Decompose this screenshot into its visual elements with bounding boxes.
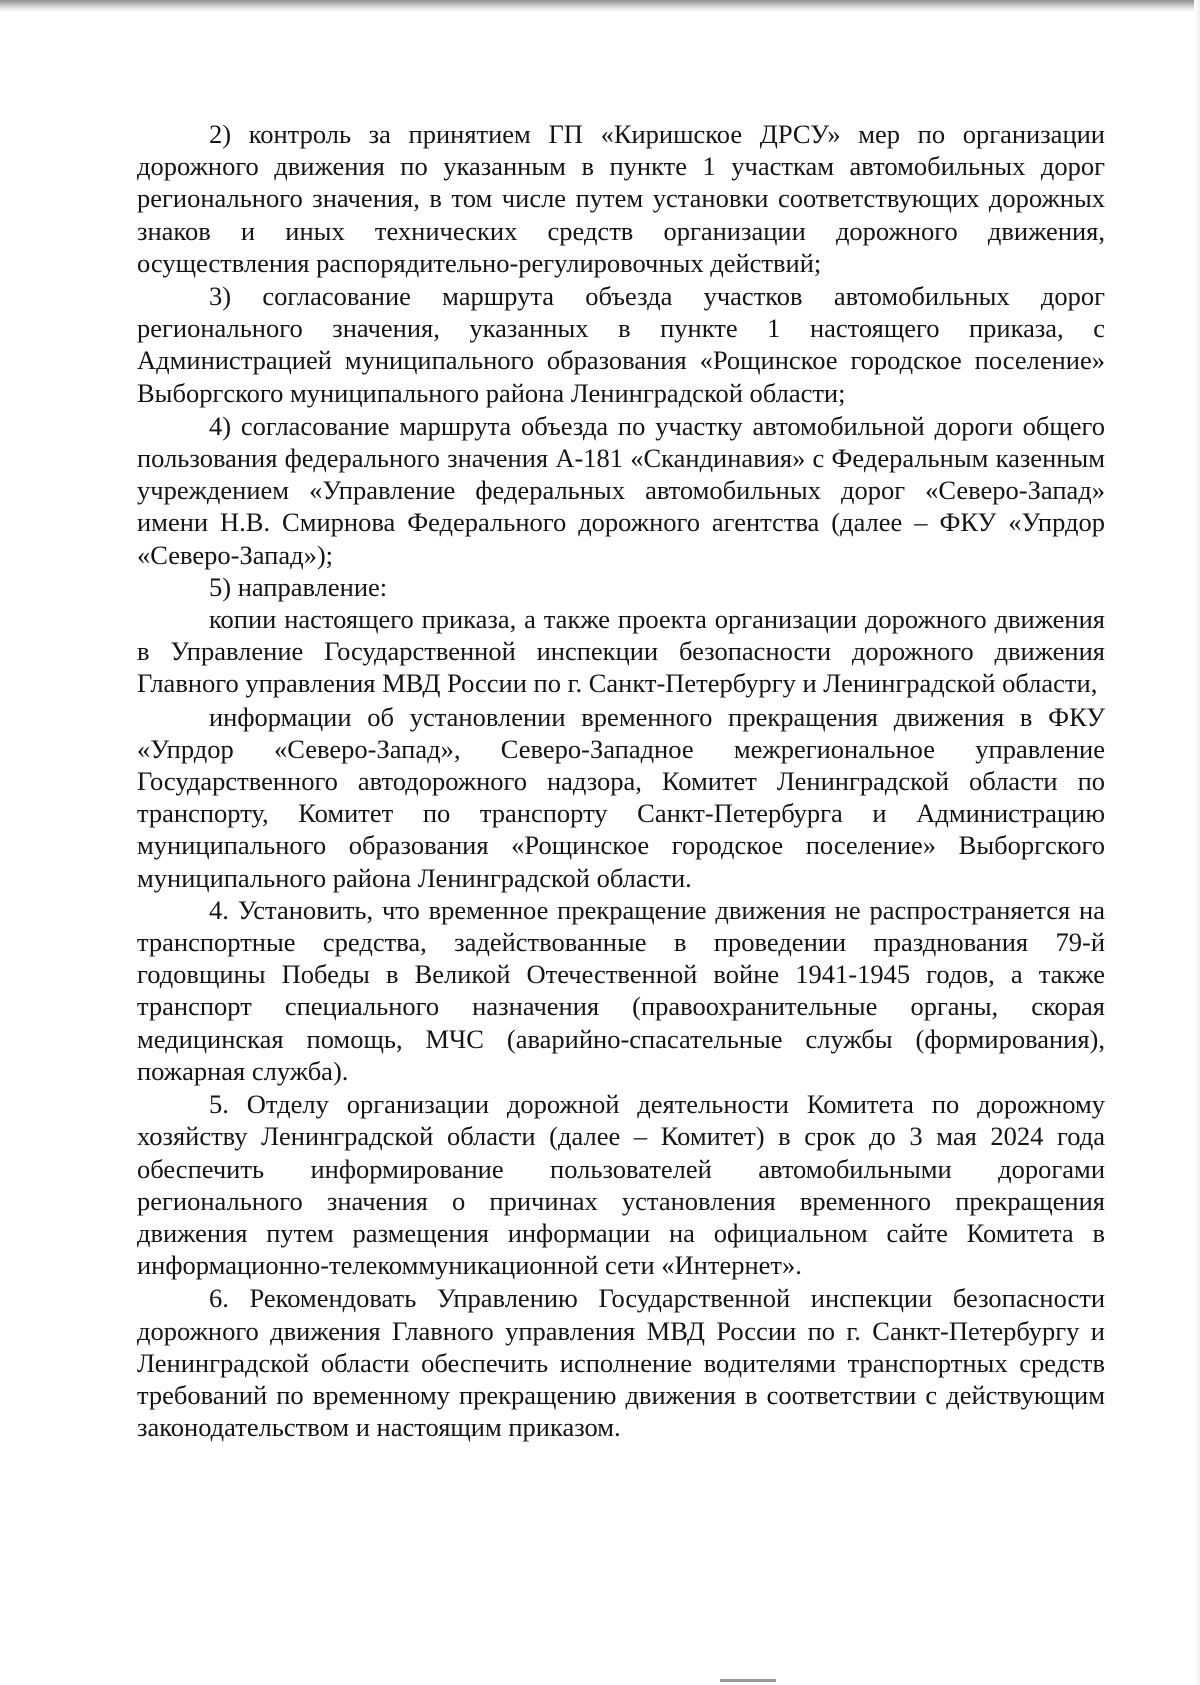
- scan-right-edge: [1194, 0, 1200, 1685]
- paragraph-detour-agreement-roshchino: 3) согласование маршрута объезда участков автомобильных дорог регионального значения, указанных в пункте 1 настоящего приказа, с Администрацией муниципального образования «Рощинское городское поселение» Выборгского муниципального района Ленинградской области;: [137, 281, 1105, 408]
- paragraph-item-6-recommendation: 6. Рекомендовать Управлению Государственной инспекции безопасности дорожного движения Главного управления МВД России по г. Санкт-Петербургу и Ленинградской области обеспечить исполнение водителями транспортных средств требований по временному прекращению движения в соответствии с действующим законодательством и настоящим приказом.: [137, 1283, 1105, 1443]
- paragraph-detour-agreement-a181: 4) согласование маршрута объезда по участку автомобильной дороги общего пользования федерального значения А-181 «Скандинавия» с Федеральным казенным учреждением «Управление федеральных автомобильных дорог «Северо-Запад» имени Н.В. Смирнова Федерального дорожного агентства (далее – ФКУ «Упрдор «Северо-Запад»);: [137, 410, 1105, 570]
- document-page: [137, 118, 1105, 1443]
- paragraph-control-kirishi-drsu: 2) контроль за принятием ГП «Киришское ДРСУ» мер по организации дорожного движения по указанным в пункте 1 участкам автомобильных дорог регионального значения, в том числе путем установки соответствующих дорожных знаков и иных технических средств организации дорожного движения, осуществления распорядительно-регулировочных действий;: [137, 119, 1105, 278]
- paragraph-direction-heading: 5) направление:: [209, 571, 388, 602]
- scan-bottom-mark: [720, 1679, 776, 1682]
- paragraph-closure-information: информации об установлении временного прекращения движения в ФКУ «Упрдор «Северо-Запад», Северо-Западное межрегиональное управление Государственного автодорожного надзора, Комитет Ленинградской области по транспорту, Комитет по транспорту Санкт-Петербурга и Администрацию муниципального образования «Рощинское городское поселение» Выборгского муниципального района Ленинградской области.: [137, 701, 1105, 893]
- paragraph-item-5-informing: 5. Отделу организации дорожной деятельности Комитета по дорожному хозяйству Ленинградской области (далее – Комитет) в срок до 3 мая 2024 года обеспечить информирование пользователей автомобильными дорогами регионального значения о причинах установления временного прекращения движения путем размещения информации на официальном сайте Комитета в информационно-телекоммуникационной сети «Интернет».: [137, 1089, 1105, 1281]
- scan-top-edge: [0, 0, 1200, 12]
- paragraph-order-copies: копии настоящего приказа, а также проекта организации дорожного движения в Управление Государственной инспекции безопасности дорожного движения Главного управления МВД России по г. Санкт-Петербургу и Ленинградской области,: [137, 604, 1105, 699]
- paragraph-item-4-exemptions: 4. Установить, что временное прекращение движения не распространяется на транспортные средства, задействованные в проведении празднования 79-й годовщины Победы в Великой Отечественной войне 1941-1945 годов, а также транспорт специального назначения (правоохранительные органы, скорая медицинская помощь, МЧС (аварийно-спасательные службы (формирования), пожарная служба).: [137, 894, 1105, 1086]
